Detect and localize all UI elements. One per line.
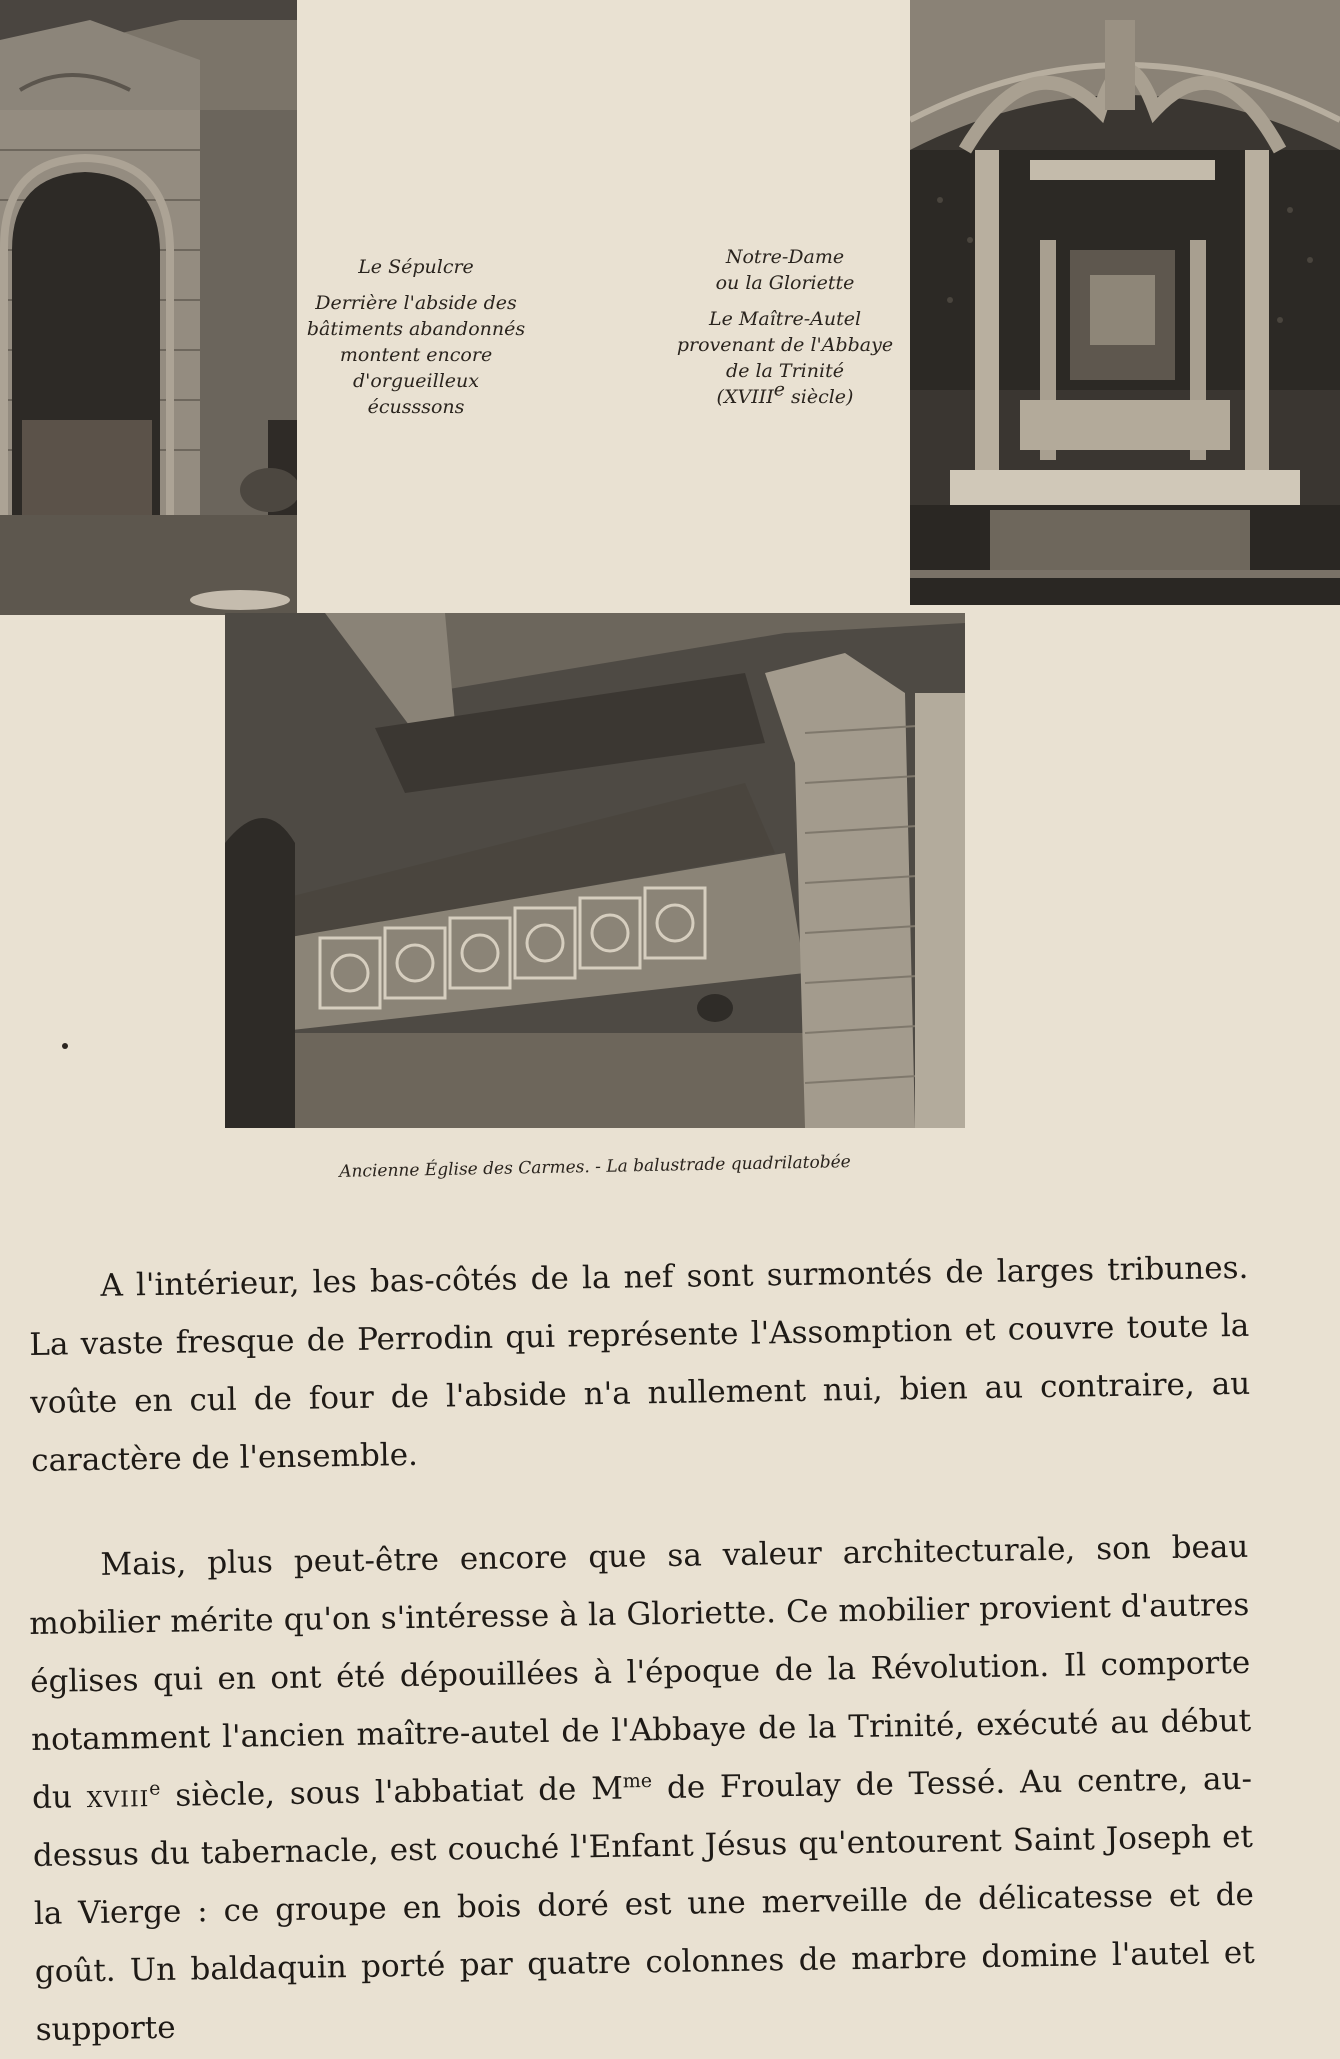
paragraph-2-part-b: siècle, sous l'abbatiat de M — [160, 1770, 624, 1814]
paragraph-2-part-c: de Froulay de Tessé. Au centre, au-dessus du tabernacle, est couché l'Enfant Jésus qu'entourent Saint Joseph et la Vierge : ce groupe en bois doré est une merveille de délicatesse et de goût. Un baldaquin porté par quatre colonnes de marbre domine l'autel et supporte — [32, 1760, 1255, 2048]
sepulcre-caption-line: d'orgueilleux — [353, 370, 479, 392]
paragraph-2-part-a: Mais, plus peut-être encore que sa valeur architecturale, son beau mobilier mérite qu'on s'intéresse à la Gloriette. Ce mobilier provient d'autres églises qui en ont été dépouillées à l'époque de la Révolution. Il comporte notamment l'ancien maître-autel de l'Abbaye de la Trinité, exécuté au début du — [29, 1528, 1252, 1816]
sepulcre-caption-line: montent encore — [339, 344, 493, 366]
sepulcre-caption-line: bâtiments abandonnés — [306, 318, 526, 340]
century-word: siècle) — [784, 386, 854, 408]
paragraph-2 — [28, 1518, 1256, 2059]
altar-caption-line: de la Trinité — [726, 360, 844, 382]
sepulcre-caption — [296, 254, 536, 420]
century-numeral: xviii — [86, 1778, 150, 1816]
altar-caption-title-line: ou la Gloriette — [715, 272, 855, 294]
century-text: (XVIII — [716, 386, 774, 408]
paragraph-1 — [28, 1239, 1251, 1490]
madame-superscript: me — [622, 1769, 653, 1793]
altar-caption-line — [660, 378, 910, 410]
sepulcre-caption-title: Le Sépulcre — [358, 256, 474, 278]
sepulcre-caption-line: Derrière l'abside des — [315, 292, 517, 314]
paragraph-2-text — [28, 1518, 1256, 2059]
century-superscript: e — [149, 1777, 161, 1800]
sepulcre-caption-line: écusssons — [367, 396, 465, 418]
altar-caption-title-line: Notre-Dame — [725, 246, 845, 268]
altar-caption — [660, 244, 910, 410]
paragraph-1-text: A l'intérieur, les bas-côtés de la nef sont surmontés de larges tribunes. La vaste fresque de Perrodin qui représente l'Assomption et couvre toute la voûte en cul de four de l'abside n'a nullement nui, bien au contraire, au caractère de l'ensemble. — [29, 1249, 1251, 1479]
carmes-church-photo — [225, 613, 965, 1128]
carmes-photo-caption: Ancienne Église des Carmes. - La balustrade quadrilatobée — [339, 1152, 851, 1182]
sepulcre-photo — [0, 0, 297, 615]
century-sup: e — [773, 378, 785, 401]
altar-caption-line: Le Maître-Autel — [708, 308, 862, 330]
altar-photo — [910, 0, 1340, 605]
page-speck — [62, 1043, 68, 1049]
altar-caption-line: provenant de l'Abbaye — [676, 334, 894, 356]
